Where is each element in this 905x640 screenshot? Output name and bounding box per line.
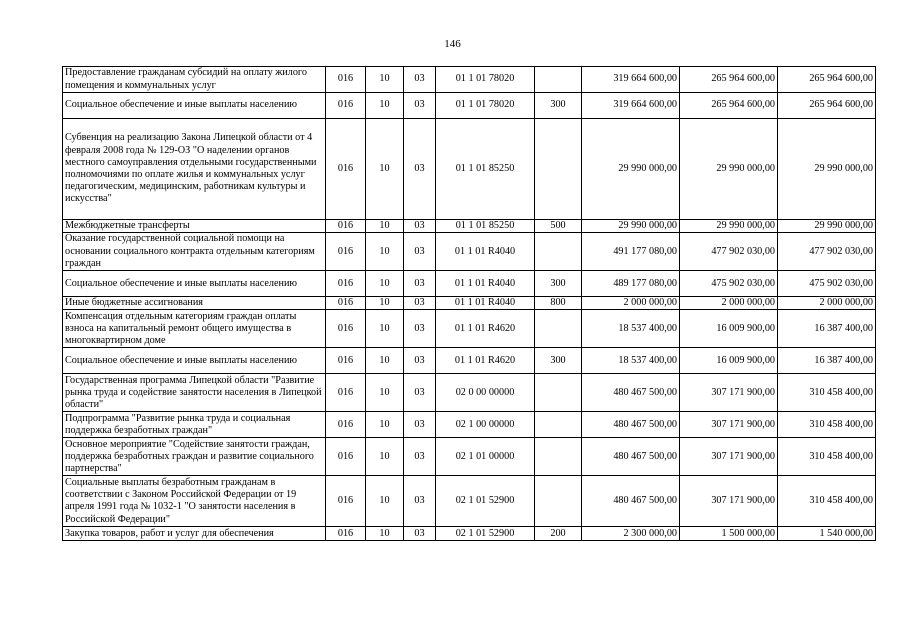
amount-year2-cell: 475 902 030,00 [680, 271, 778, 297]
amount-year3-cell: 265 964 600,00 [778, 93, 876, 119]
budget-table [62, 66, 876, 541]
ministry-code-cell: 016 [326, 67, 366, 93]
row-name-cell: Социальное обеспечение и иные выплаты населению [63, 93, 326, 119]
amount-year3-cell: 310 458 400,00 [778, 374, 876, 412]
amount-year1-cell: 29 990 000,00 [582, 119, 680, 220]
amount-year1-cell: 480 467 500,00 [582, 374, 680, 412]
expense-type-cell [535, 374, 582, 412]
section-code-cell: 10 [366, 412, 404, 438]
target-article-cell: 01 1 01 78020 [436, 93, 535, 119]
ministry-code-cell: 016 [326, 93, 366, 119]
table-row [63, 476, 876, 527]
amount-year3-cell: 2 000 000,00 [778, 297, 876, 310]
amount-year3-cell: 310 458 400,00 [778, 438, 876, 476]
subsection-code-cell: 03 [404, 233, 436, 271]
table-row [63, 527, 876, 541]
row-name-cell: Подпрограмма "Развитие рынка труда и социальная поддержка безработных граждан" [63, 412, 326, 438]
target-article-cell: 02 1 01 52900 [436, 527, 535, 541]
expense-type-cell [535, 310, 582, 348]
expense-type-cell: 200 [535, 527, 582, 541]
amount-year1-cell: 18 537 400,00 [582, 348, 680, 374]
ministry-code-cell: 016 [326, 527, 366, 541]
amount-year2-cell: 307 171 900,00 [680, 412, 778, 438]
target-article-cell: 02 1 00 00000 [436, 412, 535, 438]
amount-year2-cell: 307 171 900,00 [680, 374, 778, 412]
table-row [63, 271, 876, 297]
target-article-cell: 02 1 01 52900 [436, 476, 535, 527]
target-article-cell: 01 1 01 R4040 [436, 233, 535, 271]
subsection-code-cell: 03 [404, 412, 436, 438]
amount-year1-cell: 29 990 000,00 [582, 220, 680, 233]
amount-year2-cell: 477 902 030,00 [680, 233, 778, 271]
ministry-code-cell: 016 [326, 438, 366, 476]
amount-year3-cell: 310 458 400,00 [778, 412, 876, 438]
expense-type-cell [535, 67, 582, 93]
section-code-cell: 10 [366, 348, 404, 374]
expense-type-cell [535, 119, 582, 220]
target-article-cell: 02 0 00 00000 [436, 374, 535, 412]
section-code-cell: 10 [366, 67, 404, 93]
ministry-code-cell: 016 [326, 271, 366, 297]
expense-type-cell [535, 438, 582, 476]
target-article-cell: 01 1 01 85250 [436, 119, 535, 220]
row-name-cell: Межбюджетные трансферты [63, 220, 326, 233]
section-code-cell: 10 [366, 93, 404, 119]
subsection-code-cell: 03 [404, 220, 436, 233]
target-article-cell: 01 1 01 R4040 [436, 297, 535, 310]
row-name-cell: Социальные выплаты безработным гражданам в соответствии с Законом Российской Федерации от 19 апреля 1991 года № 1032-1 "О занятости населения в Российской Федерации" [63, 476, 326, 527]
subsection-code-cell: 03 [404, 119, 436, 220]
subsection-code-cell: 03 [404, 438, 436, 476]
section-code-cell: 10 [366, 220, 404, 233]
amount-year1-cell: 2 300 000,00 [582, 527, 680, 541]
expense-type-cell [535, 412, 582, 438]
table-row [63, 297, 876, 310]
table-row [63, 374, 876, 412]
subsection-code-cell: 03 [404, 297, 436, 310]
ministry-code-cell: 016 [326, 220, 366, 233]
subsection-code-cell: 03 [404, 348, 436, 374]
amount-year2-cell: 2 000 000,00 [680, 297, 778, 310]
ministry-code-cell: 016 [326, 476, 366, 527]
section-code-cell: 10 [366, 271, 404, 297]
amount-year3-cell: 310 458 400,00 [778, 476, 876, 527]
section-code-cell: 10 [366, 438, 404, 476]
subsection-code-cell: 03 [404, 527, 436, 541]
amount-year3-cell: 475 902 030,00 [778, 271, 876, 297]
ministry-code-cell: 016 [326, 119, 366, 220]
section-code-cell: 10 [366, 119, 404, 220]
ministry-code-cell: 016 [326, 233, 366, 271]
amount-year1-cell: 319 664 600,00 [582, 93, 680, 119]
amount-year1-cell: 491 177 080,00 [582, 233, 680, 271]
amount-year1-cell: 480 467 500,00 [582, 476, 680, 527]
amount-year2-cell: 265 964 600,00 [680, 93, 778, 119]
section-code-cell: 10 [366, 374, 404, 412]
target-article-cell: 01 1 01 R4620 [436, 310, 535, 348]
subsection-code-cell: 03 [404, 67, 436, 93]
amount-year2-cell: 29 990 000,00 [680, 220, 778, 233]
expense-type-cell: 300 [535, 348, 582, 374]
amount-year3-cell: 16 387 400,00 [778, 310, 876, 348]
table-row [63, 412, 876, 438]
row-name-cell: Закупка товаров, работ и услуг для обеспечения [63, 527, 326, 541]
amount-year2-cell: 307 171 900,00 [680, 476, 778, 527]
amount-year2-cell: 265 964 600,00 [680, 67, 778, 93]
target-article-cell: 01 1 01 85250 [436, 220, 535, 233]
page-number: 146 [444, 38, 461, 50]
expense-type-cell: 300 [535, 93, 582, 119]
expense-type-cell [535, 476, 582, 527]
amount-year3-cell: 29 990 000,00 [778, 220, 876, 233]
expense-type-cell: 300 [535, 271, 582, 297]
row-name-cell: Компенсация отдельным категориям граждан оплаты взноса на капитальный ремонт общего имущества в многоквартирном доме [63, 310, 326, 348]
ministry-code-cell: 016 [326, 374, 366, 412]
table-body [63, 67, 876, 541]
amount-year3-cell: 1 540 000,00 [778, 527, 876, 541]
table-row [63, 438, 876, 476]
expense-type-cell [535, 233, 582, 271]
ministry-code-cell: 016 [326, 297, 366, 310]
amount-year1-cell: 319 664 600,00 [582, 67, 680, 93]
row-name-cell: Иные бюджетные ассигнования [63, 297, 326, 310]
expense-type-cell: 800 [535, 297, 582, 310]
subsection-code-cell: 03 [404, 271, 436, 297]
amount-year3-cell: 16 387 400,00 [778, 348, 876, 374]
amount-year1-cell: 480 467 500,00 [582, 438, 680, 476]
section-code-cell: 10 [366, 297, 404, 310]
table-row [63, 310, 876, 348]
ministry-code-cell: 016 [326, 310, 366, 348]
section-code-cell: 10 [366, 310, 404, 348]
ministry-code-cell: 016 [326, 348, 366, 374]
amount-year1-cell: 480 467 500,00 [582, 412, 680, 438]
row-name-cell: Предоставление гражданам субсидий на оплату жилого помещения и коммунальных услуг [63, 67, 326, 93]
amount-year1-cell: 489 177 080,00 [582, 271, 680, 297]
row-name-cell: Основное мероприятие "Содействие занятости граждан, поддержка безработных граждан и развитие социального партнерства" [63, 438, 326, 476]
section-code-cell: 10 [366, 476, 404, 527]
amount-year1-cell: 2 000 000,00 [582, 297, 680, 310]
row-name-cell: Субвенция на реализацию Закона Липецкой области от 4 февраля 2008 года № 129-ОЗ "О наделении органов местного самоуправления отдельными государственными полномочиями по оплате жилья и коммунальных услуг педагогическим, медицинским, работникам культуры и искусства" [63, 119, 326, 220]
target-article-cell: 01 1 01 R4620 [436, 348, 535, 374]
amount-year2-cell: 16 009 900,00 [680, 348, 778, 374]
table-row [63, 93, 876, 119]
section-code-cell: 10 [366, 233, 404, 271]
amount-year2-cell: 29 990 000,00 [680, 119, 778, 220]
target-article-cell: 01 1 01 78020 [436, 67, 535, 93]
table-row [63, 348, 876, 374]
subsection-code-cell: 03 [404, 310, 436, 348]
target-article-cell: 01 1 01 R4040 [436, 271, 535, 297]
table-row [63, 220, 876, 233]
table-row [63, 233, 876, 271]
subsection-code-cell: 03 [404, 93, 436, 119]
amount-year2-cell: 16 009 900,00 [680, 310, 778, 348]
target-article-cell: 02 1 01 00000 [436, 438, 535, 476]
subsection-code-cell: 03 [404, 374, 436, 412]
expense-type-cell: 500 [535, 220, 582, 233]
section-code-cell: 10 [366, 527, 404, 541]
amount-year2-cell: 1 500 000,00 [680, 527, 778, 541]
amount-year1-cell: 18 537 400,00 [582, 310, 680, 348]
amount-year3-cell: 265 964 600,00 [778, 67, 876, 93]
row-name-cell: Социальное обеспечение и иные выплаты населению [63, 271, 326, 297]
subsection-code-cell: 03 [404, 476, 436, 527]
amount-year3-cell: 477 902 030,00 [778, 233, 876, 271]
table-row [63, 67, 876, 93]
row-name-cell: Государственная программа Липецкой области "Развитие рынка труда и содействие занятости населения в Липецкой области" [63, 374, 326, 412]
amount-year3-cell: 29 990 000,00 [778, 119, 876, 220]
ministry-code-cell: 016 [326, 412, 366, 438]
amount-year2-cell: 307 171 900,00 [680, 438, 778, 476]
row-name-cell: Социальное обеспечение и иные выплаты населению [63, 348, 326, 374]
table-row [63, 119, 876, 220]
row-name-cell: Оказание государственной социальной помощи на основании социального контракта отдельным категориям граждан [63, 233, 326, 271]
